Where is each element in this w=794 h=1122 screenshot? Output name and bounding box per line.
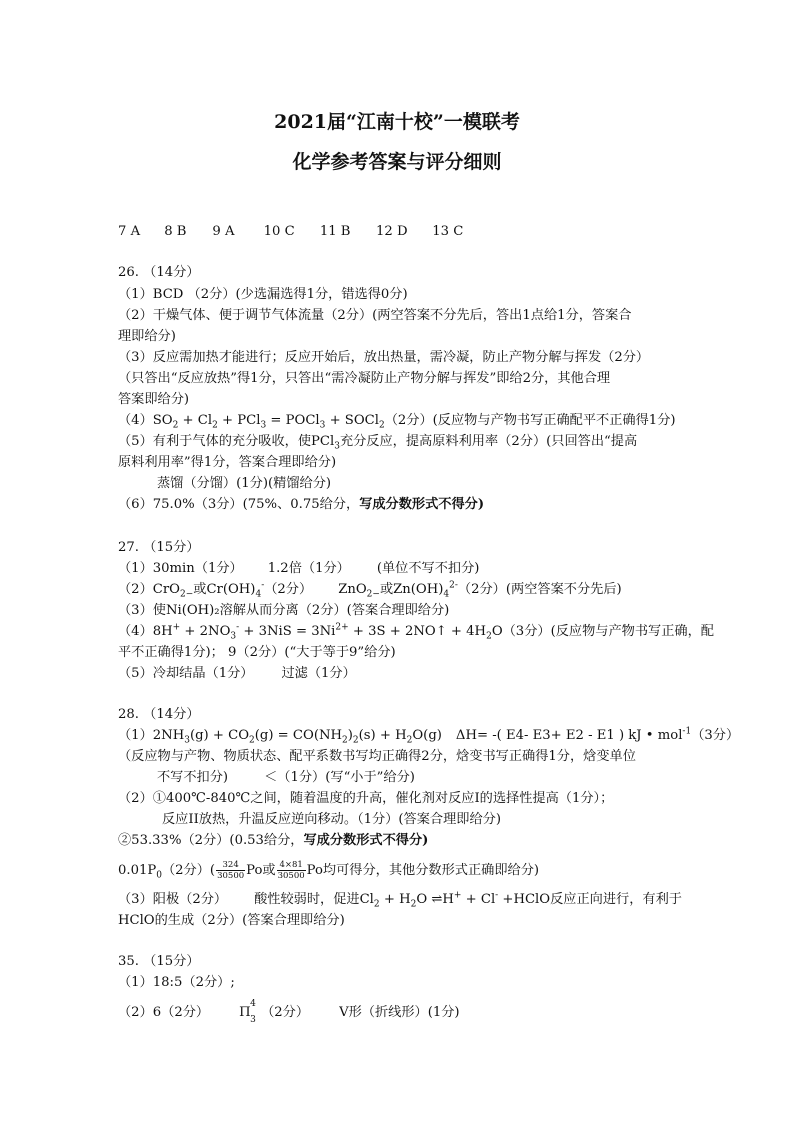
q28-fraction-line: $0.01P_0(2$分）( $\frac{324}{30500}$ Po或 $\frac{4\times 81}{30500}$ Po均可得分，其他分数形式正确即给分) bbox=[118, 860, 540, 881]
multiple-choice-answers bbox=[118, 222, 463, 242]
q28-line: （2）①400℃-840℃之间，随着温度的升高，催化剂对反应I的选择性提高（1分）； bbox=[118, 791, 614, 806]
q26-line: （6）75.0%（3分）(75%、0.75给分，写成分数形式不得分) bbox=[118, 497, 485, 512]
q28-line: （反应物与产物、物质状态、配平系数书写均正确得2分，焓变书写正确得1分，焓变单位 bbox=[118, 749, 636, 764]
q35-line: （1）18:5（2分）; bbox=[118, 975, 235, 990]
q27-line: （3）使Ni(OH)₂溶解从而分离（2分）(答案合理即给分) bbox=[118, 603, 450, 618]
q27-line: （5）冷却结晶（1分） 过滤（1分） bbox=[118, 666, 356, 681]
q35-heading: 35. （15分） bbox=[118, 954, 200, 969]
q26-heading: 26. （14分） bbox=[118, 265, 200, 280]
q28-line: （3）阳极（2分） 酸性较弱时，促进$Cl_2 + H_2O$ ⇌H+ + Cl- +HClO反应正向进行，有利于 bbox=[118, 890, 682, 910]
document-title: 2021届“江南十校”一模联考 bbox=[274, 111, 520, 133]
mc-answer: 9 A bbox=[212, 224, 235, 239]
q28-heading: 28. （14分） bbox=[118, 707, 200, 722]
fraction: $\frac{324}{30500}$ bbox=[217, 860, 245, 881]
q27-heading: 27. （15分） bbox=[118, 540, 200, 555]
mc-answer: 12 D bbox=[376, 224, 408, 239]
q26-line: （1）BCD （2分）(少选漏选得1分，错选得0分) bbox=[118, 287, 408, 302]
mc-answer: 11 B bbox=[319, 224, 351, 239]
q27-line: （2）CrO$_{2-}$或$Cr(OH)_4^-(2$分） ZnO$_{2-}$或$Zn(OH)_4^{2-}(2$分）(两空答案不分先后) bbox=[118, 580, 622, 600]
q27-line: 平不正确得1分)； 9（2分）(“大于等于9”给分) bbox=[118, 645, 396, 660]
q26-line: （2）干燥气体、便于调节气体流量（2分）(两空答案不分先后，答出1点给1分，答案合 bbox=[118, 308, 632, 323]
q26-equation-line: $(4)SO_2 + Cl_2 + PCl_3$ = POCl$_3$ + SOCl$_2$（2分）(反应物与产物书写正确配平不正确得1分) bbox=[118, 413, 676, 431]
q35-line: （2）6（2分） Π 4 3 （2分） V形（折线形）(1分) bbox=[118, 999, 460, 1025]
q26-line: （5）有利于气体的充分吸收，使PCl$_3$充分反应，提高原料利用率（2分）(只回答出“提高 bbox=[118, 434, 638, 452]
q28-line: HClO的生成（2分）(答案合理即给分) bbox=[118, 913, 345, 928]
q28-line: 反应II放热，升温反应逆向移动。（1分）(答案合理即给分) bbox=[162, 812, 501, 827]
fraction: $\frac{4\times 81}{30500}$ bbox=[277, 860, 305, 881]
q26-line: 答案即给分) bbox=[118, 392, 190, 407]
q27-equation-line: $(4)8H^+ + 2NO_3^- + 3NiS = 3Ni^{2+} + 3S$ + 2NO↑ + $4H_2O(3$分）(反应物与产物书写正确，配 bbox=[118, 622, 714, 642]
q27-line: （1）30min（1分） 1.2倍（1分） (单位不写不扣分) bbox=[118, 561, 480, 576]
q26-line: 理即给分) bbox=[118, 329, 176, 344]
q28-line: 不写不扣分) ＜（1分）(写“小于”给分) bbox=[157, 770, 415, 785]
q28-equation-line: $(1)2NH_3(g) + CO_2(g) = CO(NH_2)_2(s) + H_2O(g)$ ΔH= -( E4- E3+ E2 - E1 ) kJ • mol$^{-1}$（3分） bbox=[118, 726, 740, 746]
q28-line: ②53.33%（2分）(0.53给分，写成分数形式不得分) bbox=[118, 833, 429, 848]
document-subtitle: 化学参考答案与评分细则 bbox=[292, 151, 502, 173]
q26-line: 原料利用率”得1分，答案合理即给分) bbox=[118, 455, 337, 470]
mc-answer: 7 A bbox=[118, 224, 141, 239]
q26-line: （3）反应需加热才能进行；反应开始后，放出热量，需冷凝，防止产物分解与挥发（2分） bbox=[118, 350, 650, 365]
q26-line: （只答出“反应放热”得1分，只答出“需冷凝防止产物分解与挥发”即给2分，其他合理 bbox=[118, 371, 611, 386]
mc-answer: 13 C bbox=[432, 224, 464, 239]
mc-answer: 10 C bbox=[263, 224, 295, 239]
pi-bond-notation: Π 4 3 bbox=[239, 999, 256, 1025]
mc-answer: 8 B bbox=[164, 224, 187, 239]
q26-line: 蒸馏（分馏）(1分)(精馏给分) bbox=[157, 476, 332, 491]
